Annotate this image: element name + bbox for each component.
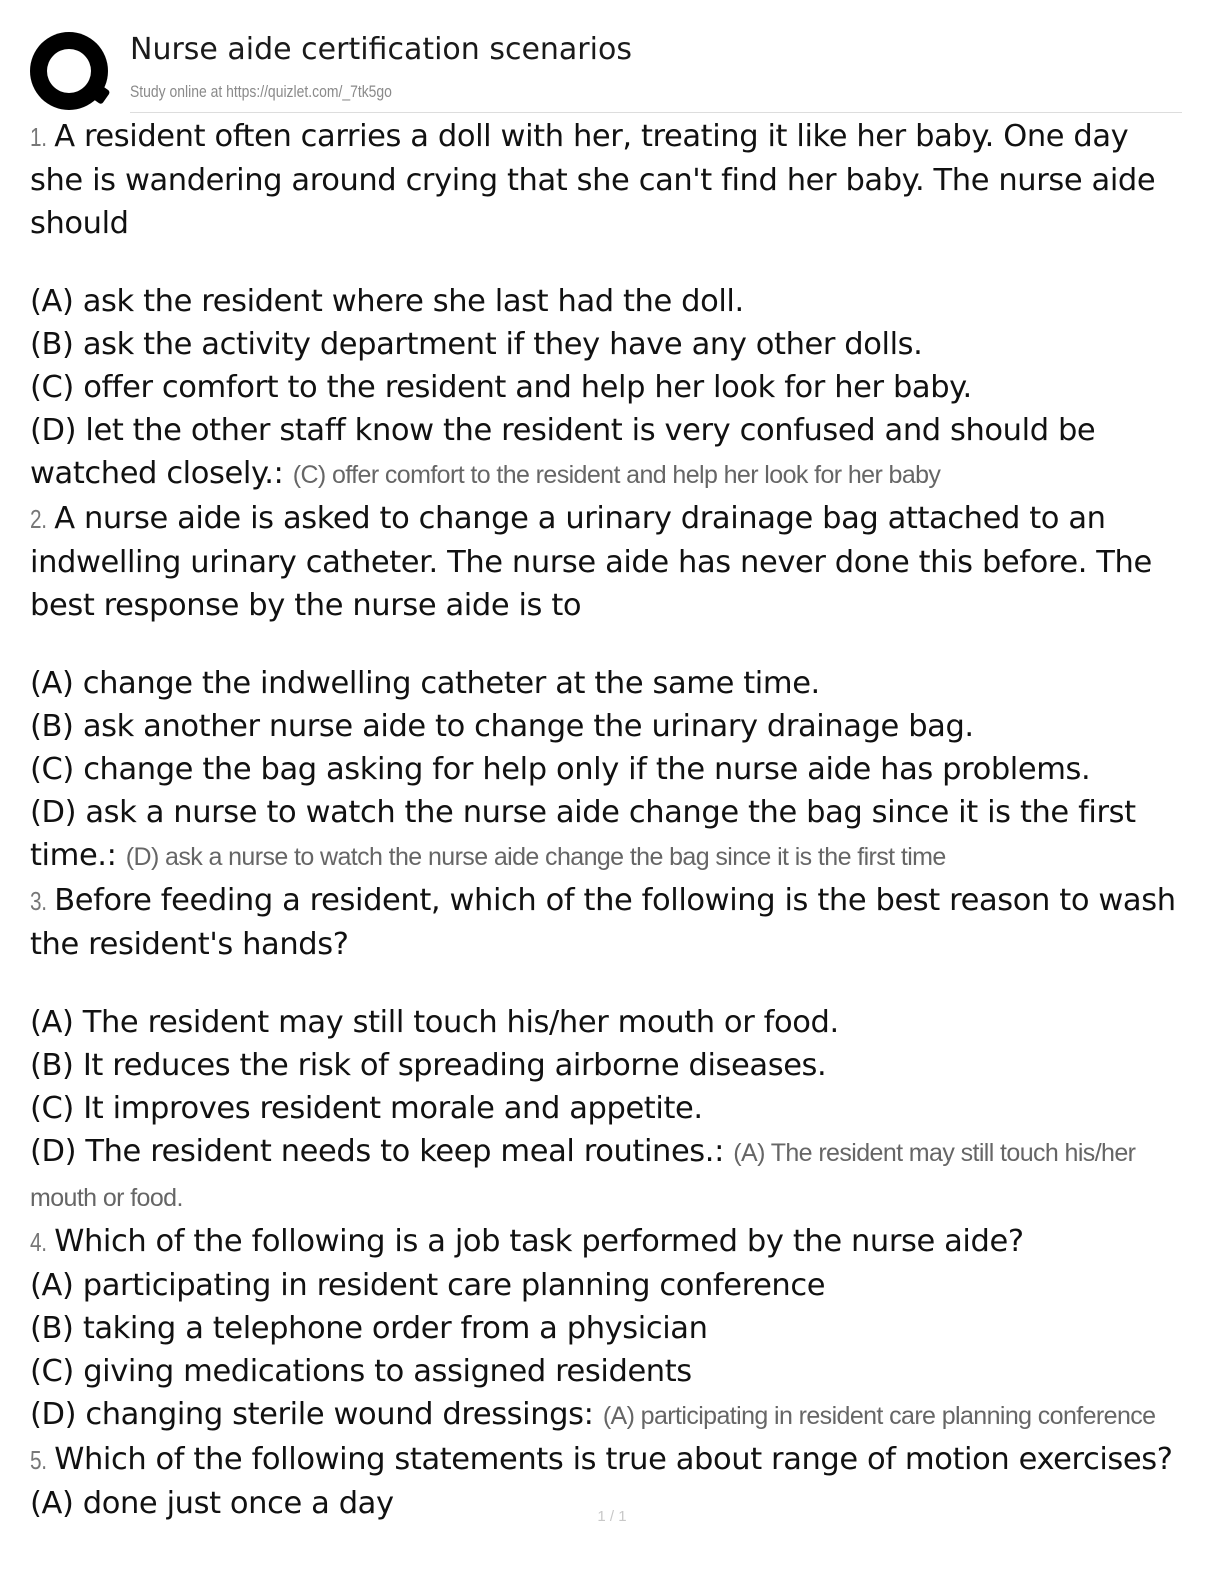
- option-a: (A) done just once a day: [30, 1486, 394, 1521]
- option-d: (D) The resident needs to keep meal routines.:: [30, 1134, 724, 1169]
- question-number: 1.: [30, 122, 47, 152]
- quizlet-logo-icon: [30, 32, 108, 110]
- question-text: Which of the following statements is true about range of motion exercises?: [54, 1442, 1173, 1477]
- question-text: Before feeding a resident, which of the following is the best reason to wash the resident's hands?: [30, 883, 1176, 962]
- option-d: (D) let the other staff know the resident is very confused and should be watched closely.:: [30, 413, 1096, 491]
- option-c: (C) change the bag asking for help only if the nurse aide has problems.: [30, 752, 1091, 787]
- question-1: [30, 115, 1190, 497]
- option-b: (B) taking a telephone order from a physician: [30, 1311, 708, 1346]
- option-b: (B) ask another nurse aide to change the urinary drainage bag.: [30, 709, 974, 744]
- option-a: (A) ask the resident where she last had the doll.: [30, 284, 744, 319]
- question-4: [30, 1220, 1190, 1438]
- question-text: Which of the following is a job task performed by the nurse aide?: [54, 1224, 1024, 1259]
- question-number: 3.: [30, 886, 47, 916]
- question-text: A nurse aide is asked to change a urinary drainage bag attached to an indwelling urinary catheter. The nurse aide has never done this before. The best response by the nurse aide is to: [30, 501, 1152, 623]
- option-b: (B) ask the activity department if they have any other dolls.: [30, 327, 923, 362]
- answer-text: (C) offer comfort to the resident and help her look for her baby: [292, 461, 941, 489]
- option-a: (A) participating in resident care planning conference: [30, 1268, 826, 1303]
- question-number: 5.: [30, 1445, 47, 1475]
- header-divider: [130, 112, 1182, 113]
- option-a: (A) change the indwelling catheter at the same time.: [30, 666, 820, 701]
- page-header: [30, 28, 1190, 114]
- page-title: Nurse aide certification scenarios: [130, 32, 632, 67]
- answer-text: (A) The resident may still touch his/her mouth or food.: [30, 1139, 1136, 1212]
- study-online-link[interactable]: Study online at https://quizlet.com/_7tk5go: [130, 82, 392, 101]
- answer-text: (D) ask a nurse to watch the nurse aide change the bag since it is the first time: [125, 843, 946, 871]
- option-d: (D) ask a nurse to watch the nurse aide change the bag since it is the first time.:: [30, 795, 1136, 873]
- question-list: [30, 115, 1190, 1525]
- option-c: (C) giving medications to assigned residents: [30, 1354, 692, 1389]
- option-d: (D) changing sterile wound dressings:: [30, 1397, 594, 1432]
- question-number: 4.: [30, 1227, 47, 1257]
- page-number: 1 / 1: [597, 1508, 627, 1525]
- question-3: [30, 879, 1190, 1220]
- option-a: (A) The resident may still touch his/her mouth or food.: [30, 1005, 839, 1040]
- option-b: (B) It reduces the risk of spreading airborne diseases.: [30, 1048, 827, 1083]
- question-2: [30, 497, 1190, 879]
- question-text: A resident often carries a doll with her, treating it like her baby. One day she is wandering around crying that she can't find her baby. The nurse aide should: [30, 119, 1156, 241]
- option-c: (C) offer comfort to the resident and help her look for her baby.: [30, 370, 972, 405]
- option-c: (C) It improves resident morale and appetite.: [30, 1091, 703, 1126]
- answer-text: (A) participating in resident care planning conference: [602, 1402, 1156, 1430]
- question-number: 2.: [30, 504, 47, 534]
